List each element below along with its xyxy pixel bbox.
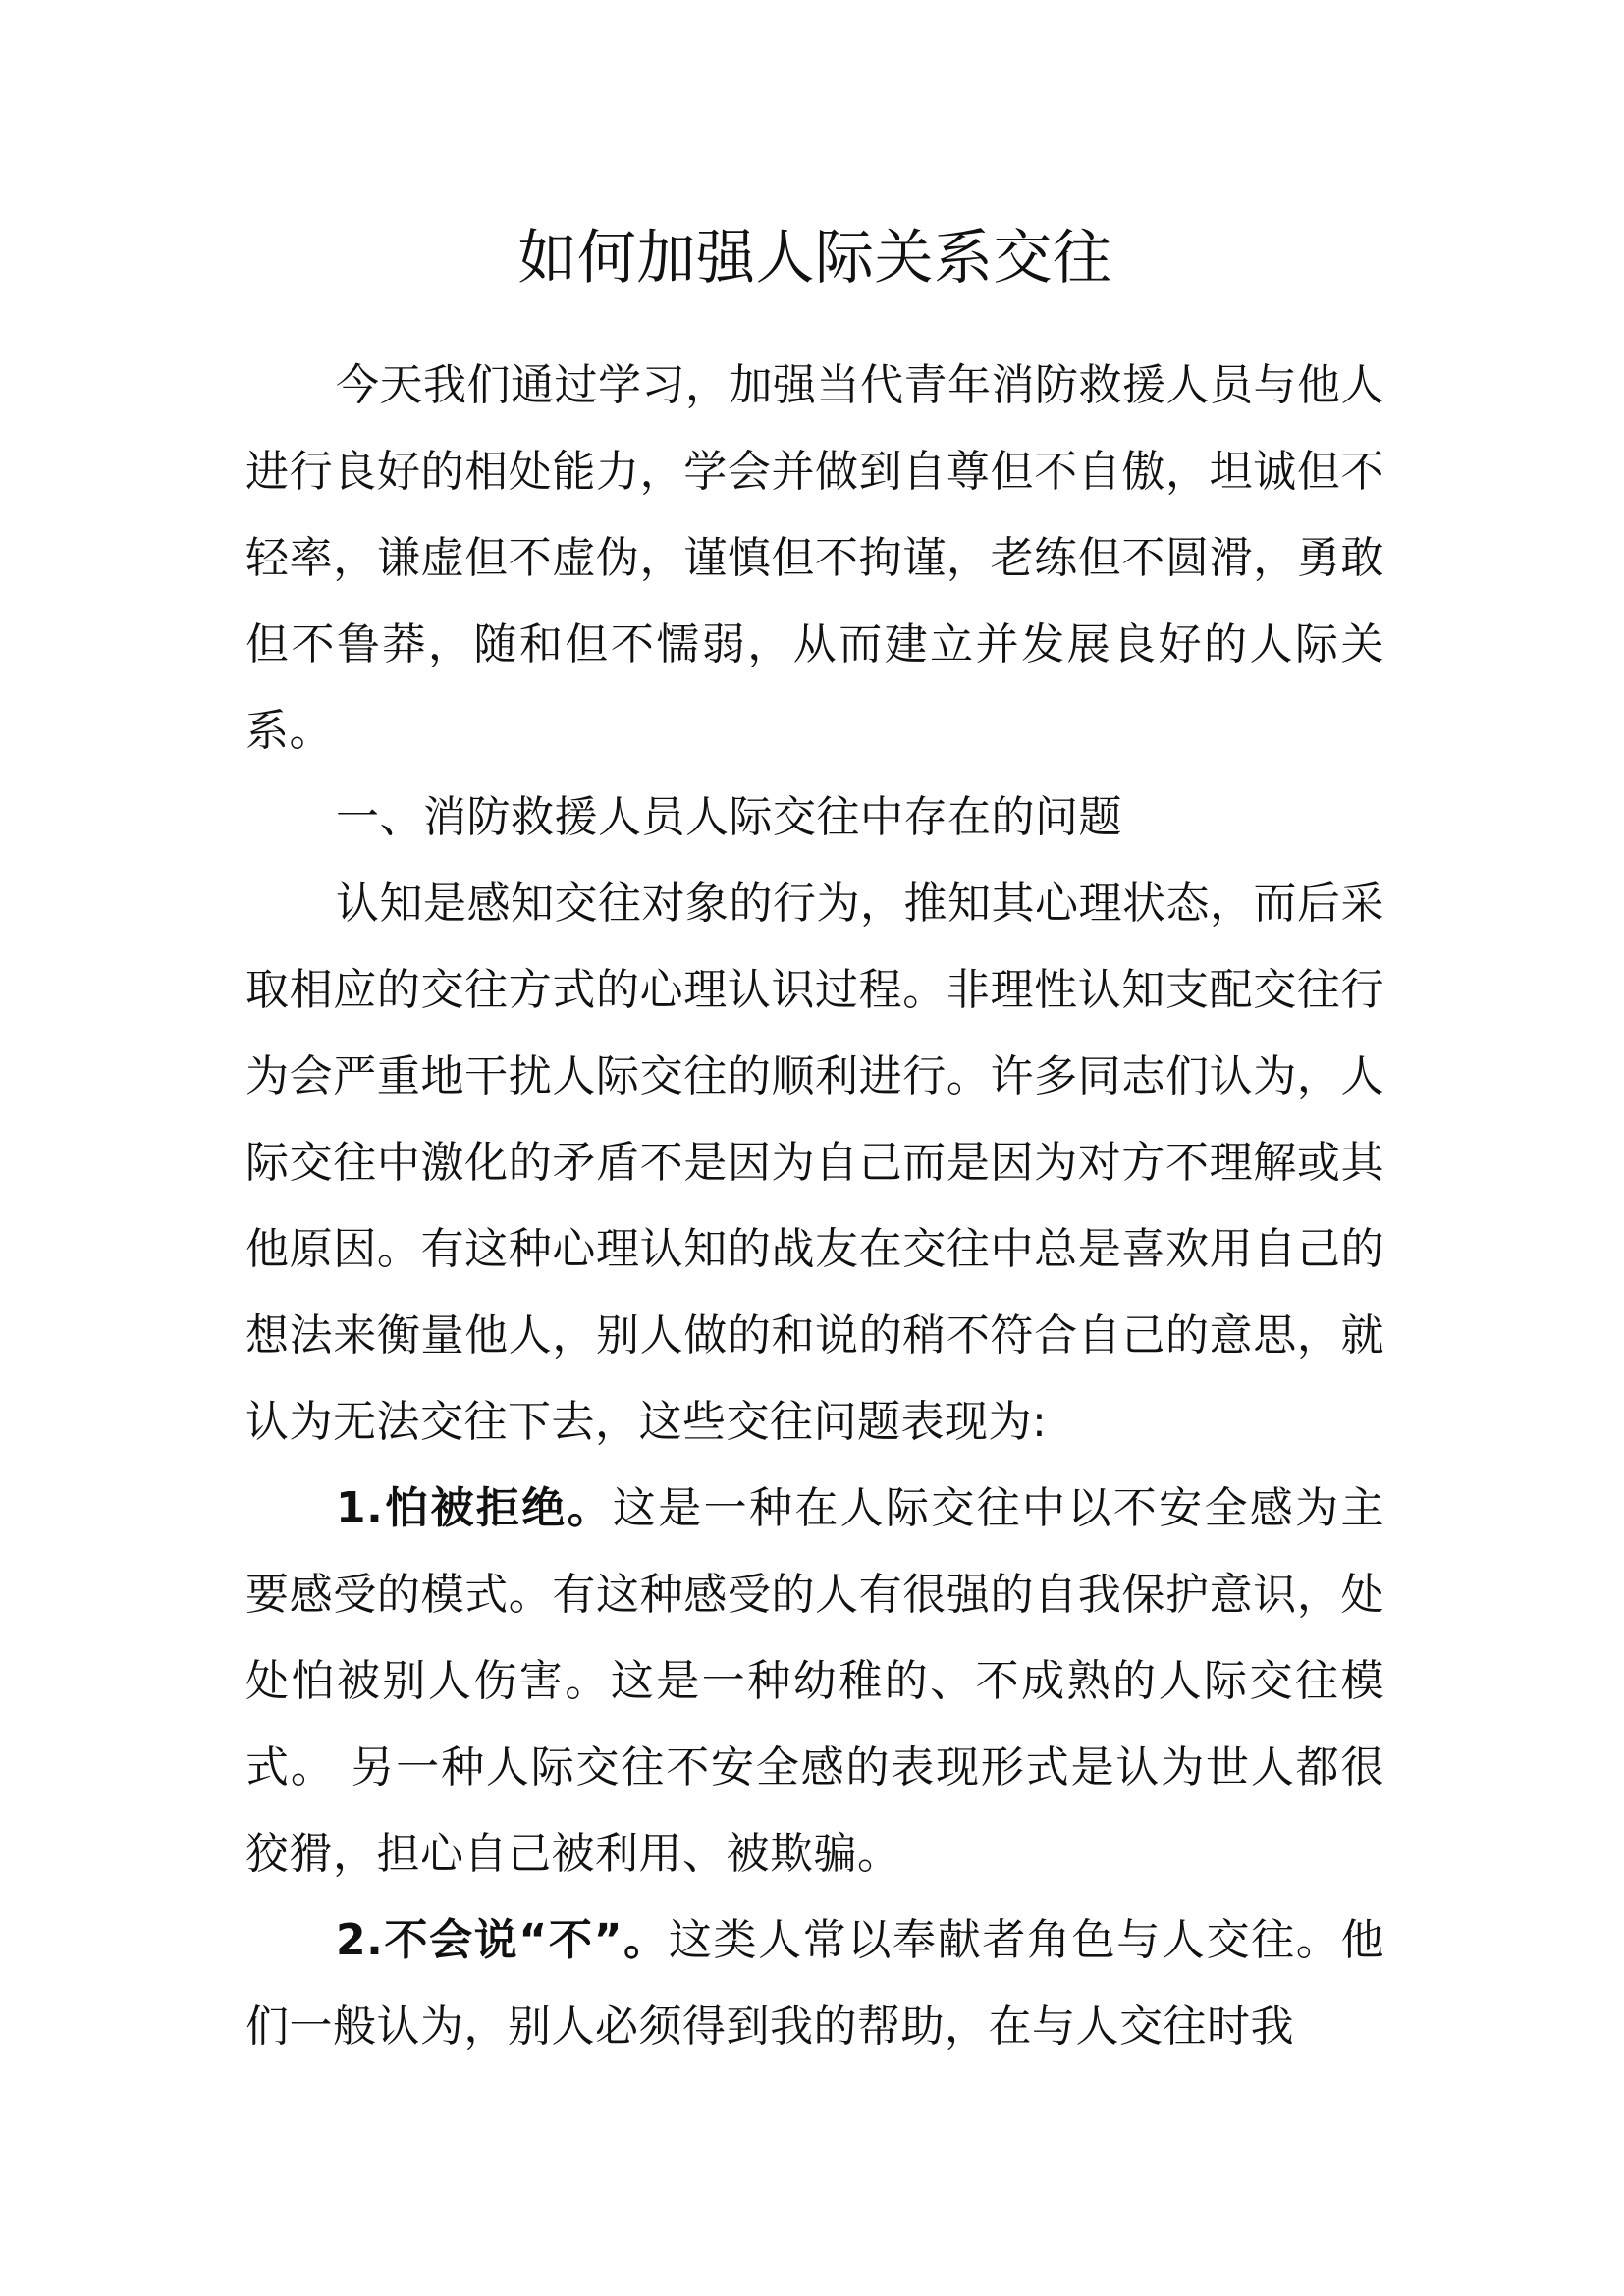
document-title: 如何加强人际关系交往: [517, 224, 1112, 293]
paragraph-intro: [245, 343, 1384, 774]
item-2-heading: 2.不会说“不”。: [336, 1915, 669, 1965]
document-body: [245, 214, 1384, 2070]
section-heading-text: 一、消防救援人员人际交往中存在的问题: [336, 792, 1122, 842]
paragraph-text: 认知是感知交往对象的行为，推知其心理状态，而后采取相应的交往方式的心理认识过程。非理性认知支配交往行为会严重地干扰人际交往的顺利进行。许多同志们认为，人际交往中激化的矛盾不是因为自己而是因为对方不理解或其他原因。有这种心理认知的战友在交往中总是喜欢用自己的想法来衡量他人，别人做的和说的稍不符合自己的意思，就认为无法交往下去，这些交往问题表现为:: [245, 879, 1384, 1447]
paragraph-text: 这类人常以奉献者角色与人交往。他们一般认为，别人必须得到我的帮助，在与人交往时我: [245, 1915, 1384, 2052]
paragraph-text: 这是一种在人际交往中以不安全感为主要感受的模式。有这种感受的人有很强的自我保护意识，处处怕被别人伤害。这是一种幼稚的、不成熟的人际交往模式。 另一种人际交往不安全感的表现形式是认为世人都很狡猾，担心自己被利用、被欺骗。: [245, 1483, 1384, 1879]
paragraph-cognition: [245, 861, 1384, 1466]
paragraph-item-1: [245, 1466, 1384, 1897]
section-heading: [245, 774, 1384, 861]
item-1-heading: 1.怕被拒绝。: [336, 1483, 613, 1533]
paragraph-text: 今天我们通过学习，加强当代青年消防救援人员与他人进行良好的相处能力，学会并做到自尊但不自傲，坦诚但不轻率，谦虚但不虚伪，谨慎但不拘谨，老练但不圆滑，勇敢但不鲁莽，随和但不懦弱，从而建立并发展良好的人际关系。: [245, 360, 1384, 756]
paragraph-item-2: [245, 1897, 1384, 2070]
